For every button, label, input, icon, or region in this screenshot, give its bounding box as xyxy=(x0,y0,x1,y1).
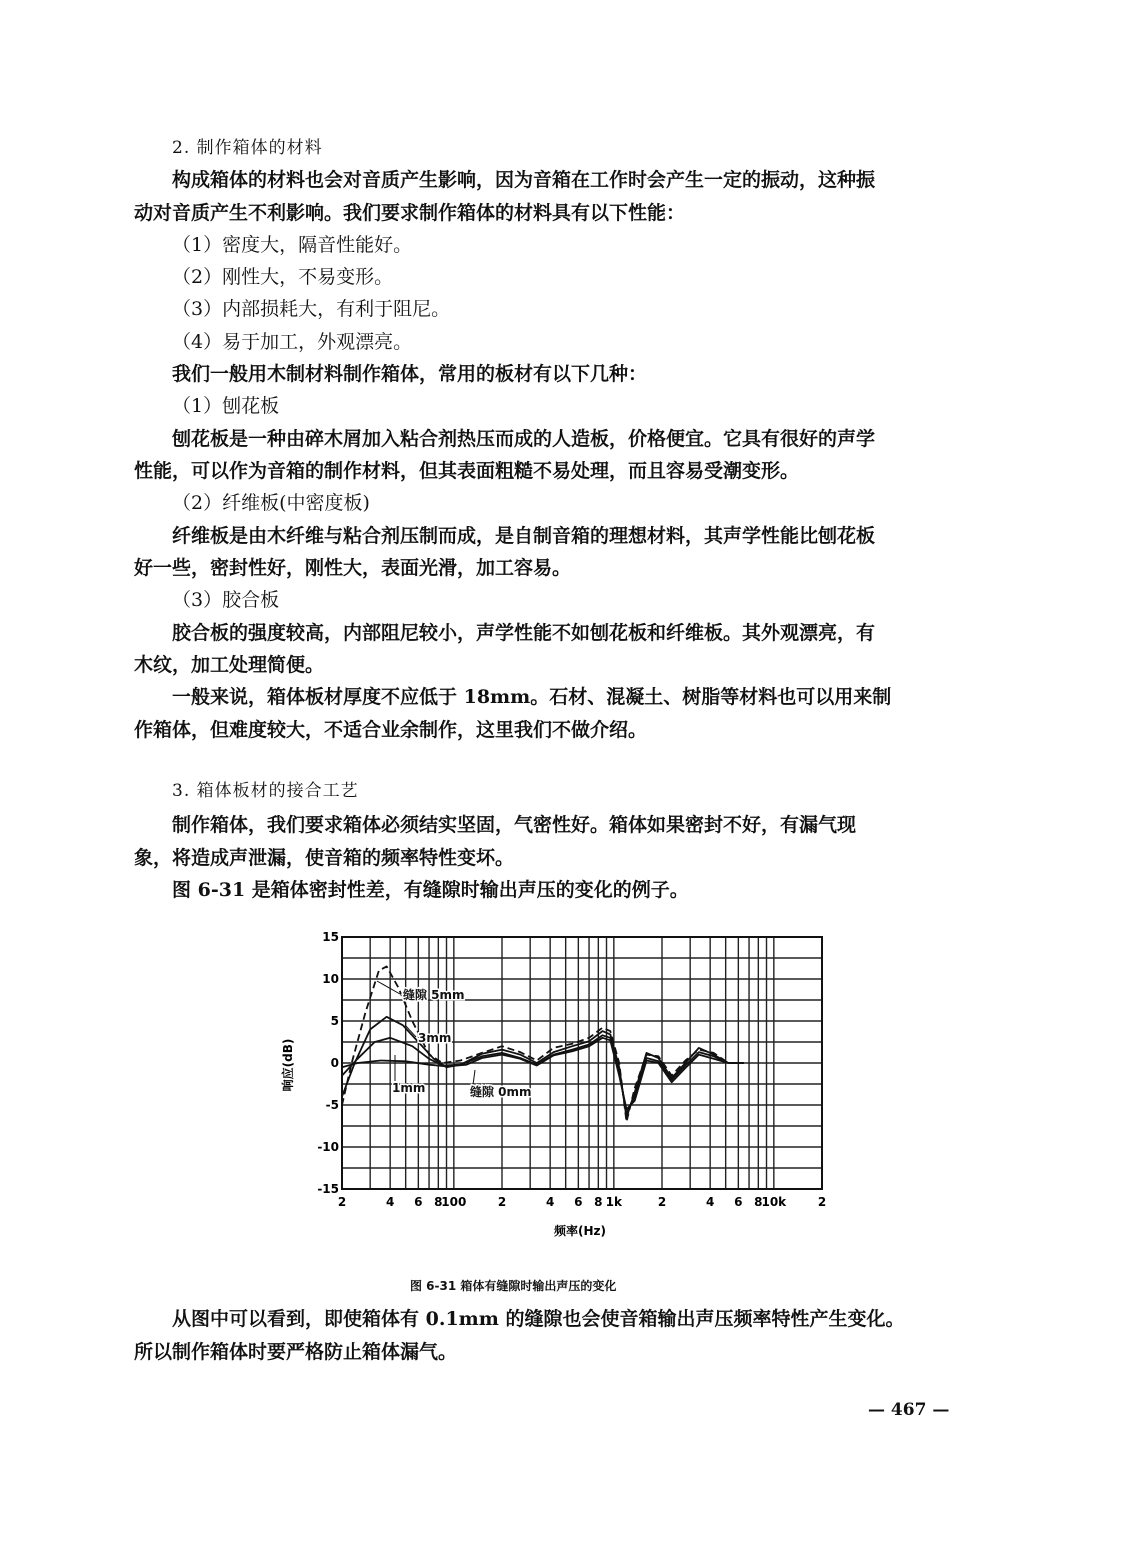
y-tick-label: -15 xyxy=(317,1182,339,1196)
x-tick-label: 4 xyxy=(545,1195,555,1209)
paragraph-line: 图 6-31 是箱体密封性差，有缝隙时输出声压的变化的例子。 xyxy=(172,879,689,901)
section-heading: 2. 制作箱体的材料 xyxy=(172,138,323,158)
series-annotation: 缝隙 5mm xyxy=(403,988,465,1002)
figure-caption: 图 6-31 箱体有缝隙时输出声压的变化 xyxy=(410,1279,617,1293)
x-tick-label: 6 xyxy=(734,1195,743,1209)
paragraph-line: 作箱体，但难度较大，不适合业余制作，这里我们不做介绍。 xyxy=(134,719,648,741)
list-item: （3）内部损耗大，有利于阻尼。 xyxy=(172,298,451,320)
paragraph-line: 性能，可以作为音箱的制作材料，但其表面粗糙不易处理，而且容易受潮变形。 xyxy=(134,460,800,482)
x-tick-label: 8 xyxy=(434,1195,443,1209)
list-item: （2）刚性大，不易变形。 xyxy=(172,266,394,288)
y-tick-label: -5 xyxy=(325,1098,339,1112)
y-axis-ticks xyxy=(317,930,339,1196)
y-tick-label: -10 xyxy=(317,1140,339,1154)
x-tick-label: 2 xyxy=(497,1195,507,1209)
y-tick-label: 5 xyxy=(330,1014,339,1028)
x-tick-label: 1k xyxy=(605,1195,623,1209)
series-annotation: 3mm xyxy=(418,1031,452,1045)
paragraph-line: 构成箱体的材料也会对音质产生影响，因为音箱在工作时会产生一定的振动，这种振 xyxy=(172,169,876,191)
x-tick-label: 10k xyxy=(761,1195,787,1209)
paragraph-line: 制作箱体，我们要求箱体必须结实坚固，气密性好。箱体如果密封不好，有漏气现 xyxy=(172,814,857,836)
paragraph-line: 象，将造成声泄漏，使音箱的频率特性变坏。 xyxy=(134,847,515,869)
x-tick-label: 2 xyxy=(337,1195,347,1209)
x-tick-label: 8 xyxy=(594,1195,603,1209)
paragraph-line: 动对音质产生不利影响。我们要求制作箱体的材料具有以下性能： xyxy=(134,202,686,224)
list-item: （4）易于加工，外观漂亮。 xyxy=(172,331,413,353)
page-number: — 467 — xyxy=(868,1400,950,1420)
y-tick-label: 10 xyxy=(322,972,339,986)
list-item: （2）纤维板(中密度板) xyxy=(172,492,370,514)
paragraph-line: 胶合板的强度较高，内部阻尼较小，声学性能不如刨花板和纤维板。其外观漂亮，有 xyxy=(172,622,876,644)
paragraph-line: 我们一般用木制材料制作箱体，常用的板材有以下几种： xyxy=(172,363,648,385)
x-tick-label: 8 xyxy=(754,1195,763,1209)
x-axis-ticks xyxy=(338,1195,826,1209)
paragraph-line: 好一些，密封性好，刚性大，表面光滑，加工容易。 xyxy=(134,557,572,579)
list-item: （3）胶合板 xyxy=(172,589,280,611)
x-axis-label: 频率(Hz) xyxy=(554,1224,606,1238)
y-tick-label: 15 xyxy=(322,930,339,944)
paragraph-line: 所以制作箱体时要严格防止箱体漏气。 xyxy=(134,1341,458,1363)
y-axis-label: 响应(dB) xyxy=(281,1038,295,1092)
paragraph-line: 木纹，加工处理简便。 xyxy=(134,654,325,676)
paragraph-line: 一般来说，箱体板材厚度不应低于 18mm。石材、混凝土、树脂等材料也可以用来制 xyxy=(172,686,892,708)
x-tick-label: 6 xyxy=(414,1195,423,1209)
series-annotation: 1mm xyxy=(392,1081,426,1095)
x-tick-label: 2 xyxy=(657,1195,667,1209)
paragraph-line: 从图中可以看到，即使箱体有 0.1mm 的缝隙也会使音箱输出声压频率特性产生变化。 xyxy=(172,1308,905,1330)
annotation-leader xyxy=(473,1070,475,1085)
y-tick-label: 0 xyxy=(330,1056,339,1070)
frequency-response-chart xyxy=(270,915,850,1245)
paragraph-line: 刨花板是一种由碎木屑加入粘合剂热压而成的人造板，价格便宜。它具有很好的声学 xyxy=(172,428,876,450)
x-tick-label: 4 xyxy=(385,1195,395,1209)
x-tick-label: 6 xyxy=(574,1195,583,1209)
list-item: （1）密度大，隔音性能好。 xyxy=(172,234,413,256)
x-tick-label: 100 xyxy=(441,1195,467,1209)
series-annotation: 缝隙 0mm xyxy=(470,1085,532,1099)
series-line xyxy=(342,1038,744,1109)
paragraph-line: 纤维板是由木纤维与粘合剂压制而成，是自制音箱的理想材料，其声学性能比刨花板 xyxy=(172,525,876,547)
series-line xyxy=(342,1035,744,1113)
x-tick-label: 4 xyxy=(705,1195,715,1209)
x-tick-label: 2 xyxy=(817,1195,827,1209)
list-item: （1）刨花板 xyxy=(172,395,280,417)
section-heading: 3. 箱体板材的接合工艺 xyxy=(172,781,359,801)
